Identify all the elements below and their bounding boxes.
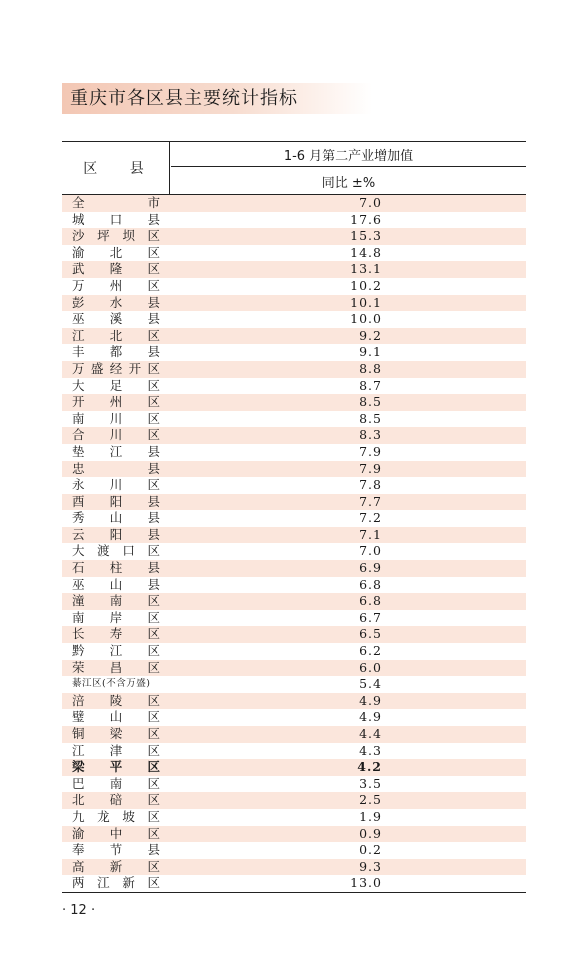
table-row	[62, 295, 526, 312]
district-name: 綦江区(不含万盛)	[72, 678, 151, 690]
yoy-subheader: 同比 ±%	[321, 175, 376, 191]
growth-value: 9.2	[359, 327, 382, 343]
district-name: 云 阳 县	[72, 526, 160, 542]
growth-value: 4.9	[359, 692, 382, 708]
page-title: 重庆市各区县主要统计指标	[70, 88, 298, 109]
growth-value: 5.4	[359, 676, 382, 692]
growth-value: 7.0	[359, 543, 382, 559]
table-body	[62, 195, 526, 892]
district-name: 江 津 区	[72, 742, 160, 758]
growth-value: 6.9	[359, 560, 382, 576]
growth-value: 14.8	[350, 244, 382, 260]
growth-value: 17.6	[350, 211, 382, 227]
district-name: 巴 南 区	[72, 775, 160, 791]
table-bottom-rule	[62, 892, 526, 893]
growth-value: 6.7	[359, 609, 382, 625]
growth-value: 8.7	[359, 377, 382, 393]
table-row	[62, 328, 526, 345]
district-name: 奉 节 县	[72, 842, 160, 858]
district-name: 渝 中 区	[72, 825, 160, 841]
growth-value: 10.1	[350, 294, 382, 310]
district-name: 高 新 区	[72, 858, 160, 874]
growth-value: 13.0	[350, 875, 382, 891]
district-name: 秀 山 县	[72, 510, 160, 526]
district-name: 荣 昌 区	[72, 659, 160, 675]
district-name: 铜 梁 区	[72, 726, 160, 741]
table-header	[62, 142, 526, 194]
growth-value: 1.9	[359, 808, 382, 824]
table-row	[62, 792, 526, 809]
district-name: 巫 山 县	[72, 576, 160, 592]
district-name: 石 柱 县	[72, 560, 160, 576]
table-row	[62, 875, 526, 892]
district-name: 两 江 新 区	[72, 875, 160, 891]
district-name: 丰 都 县	[72, 344, 160, 360]
district-name: 城 口 县	[72, 211, 160, 227]
growth-value: 8.5	[359, 394, 382, 410]
table-row	[62, 660, 526, 677]
growth-value: 7.0	[359, 195, 382, 210]
growth-value: 3.5	[359, 775, 382, 791]
indicator-column-header: 1-6 月第二产业增加值	[171, 142, 526, 167]
table-row	[62, 344, 526, 361]
growth-value: 8.3	[359, 427, 382, 443]
district-name: 酉 阳 县	[72, 493, 160, 509]
table-row	[62, 477, 526, 494]
growth-value: 15.3	[350, 228, 382, 244]
table-row	[62, 278, 526, 295]
growth-value: 0.2	[359, 842, 382, 858]
growth-value: 8.8	[359, 360, 382, 376]
district-name: 渝 北 区	[72, 244, 160, 260]
district-name: 万 州 区	[72, 277, 160, 293]
growth-value: 10.2	[350, 277, 382, 293]
district-name: 合 川 区	[72, 427, 160, 443]
table-row	[62, 427, 526, 444]
table-row	[62, 212, 526, 229]
district-name: 涪 陵 区	[72, 692, 160, 708]
table-row	[62, 527, 526, 544]
growth-value: 2.5	[359, 792, 382, 808]
district-name: 大 渡 口 区	[72, 543, 160, 559]
table-row	[62, 759, 526, 776]
district-column-header: 区 县	[62, 142, 170, 194]
table-row	[62, 693, 526, 710]
district-name: 永 川 区	[72, 477, 160, 493]
growth-value: 7.7	[359, 493, 382, 509]
table-row	[62, 726, 526, 743]
table-row	[62, 577, 526, 594]
table-row	[62, 311, 526, 328]
table-row	[62, 394, 526, 411]
growth-value: 9.3	[359, 858, 382, 874]
district-name: 巫 溪 县	[72, 311, 160, 327]
growth-value: 7.2	[359, 510, 382, 526]
district-name: 九 龙 坡 区	[72, 808, 160, 824]
growth-value: 8.5	[359, 410, 382, 426]
growth-value: 13.1	[350, 261, 382, 277]
table-row	[62, 195, 526, 212]
district-name: 南 岸 区	[72, 609, 160, 625]
district-name: 全 市	[72, 195, 160, 210]
table-row	[62, 261, 526, 278]
growth-value: 6.0	[359, 659, 382, 675]
page-number: · 12 ·	[62, 903, 96, 918]
district-name: 万 盛 经 开 区	[72, 360, 160, 376]
growth-value: 4.3	[359, 742, 382, 758]
district-name: 璧 山 区	[72, 709, 160, 725]
table-row	[62, 361, 526, 378]
district-name: 北 碚 区	[72, 792, 160, 808]
district-name: 忠 县	[72, 460, 160, 476]
table-row	[62, 643, 526, 660]
table-row	[62, 228, 526, 245]
table-row	[62, 510, 526, 527]
table-row	[62, 826, 526, 843]
growth-value: 6.8	[359, 593, 382, 609]
district-name: 长 寿 区	[72, 626, 160, 642]
table-row	[62, 378, 526, 395]
table-row	[62, 593, 526, 610]
table-row	[62, 776, 526, 793]
growth-value: 6.2	[359, 643, 382, 659]
growth-value: 6.8	[359, 576, 382, 592]
district-name: 开 州 区	[72, 394, 160, 410]
table-row	[62, 859, 526, 876]
district-name: 垫 江 县	[72, 443, 160, 459]
growth-value: 7.9	[359, 443, 382, 459]
table-row	[62, 245, 526, 262]
table-row	[62, 676, 526, 693]
table-row	[62, 411, 526, 428]
table-row	[62, 444, 526, 461]
district-name: 南 川 区	[72, 410, 160, 426]
growth-value: 7.9	[359, 460, 382, 476]
growth-value: 7.1	[359, 526, 382, 542]
district-name: 江 北 区	[72, 327, 160, 343]
table-row	[62, 709, 526, 726]
table-row	[62, 743, 526, 760]
growth-value: 6.5	[359, 626, 382, 642]
district-name: 大 足 区	[72, 377, 160, 393]
table-row	[62, 494, 526, 511]
growth-value: 9.1	[359, 344, 382, 360]
table-row	[62, 626, 526, 643]
table-row	[62, 610, 526, 627]
district-name: 黔 江 区	[72, 643, 160, 659]
district-name: 潼 南 区	[72, 593, 160, 609]
growth-value: 0.9	[359, 825, 382, 841]
growth-value: 7.8	[359, 477, 382, 493]
table-row	[62, 560, 526, 577]
district-name: 武 隆 区	[72, 261, 160, 277]
district-name: 彭 水 县	[72, 294, 160, 310]
growth-value: 4.4	[359, 726, 382, 741]
table-row	[62, 543, 526, 560]
district-name: 梁 平 区	[72, 759, 160, 775]
district-name: 沙 坪 坝 区	[72, 228, 160, 244]
growth-value: 4.9	[359, 709, 382, 725]
table-row	[62, 809, 526, 826]
table-row	[62, 461, 526, 478]
growth-value: 10.0	[350, 311, 382, 327]
growth-value: 4.2	[357, 759, 382, 775]
table-row	[62, 842, 526, 859]
